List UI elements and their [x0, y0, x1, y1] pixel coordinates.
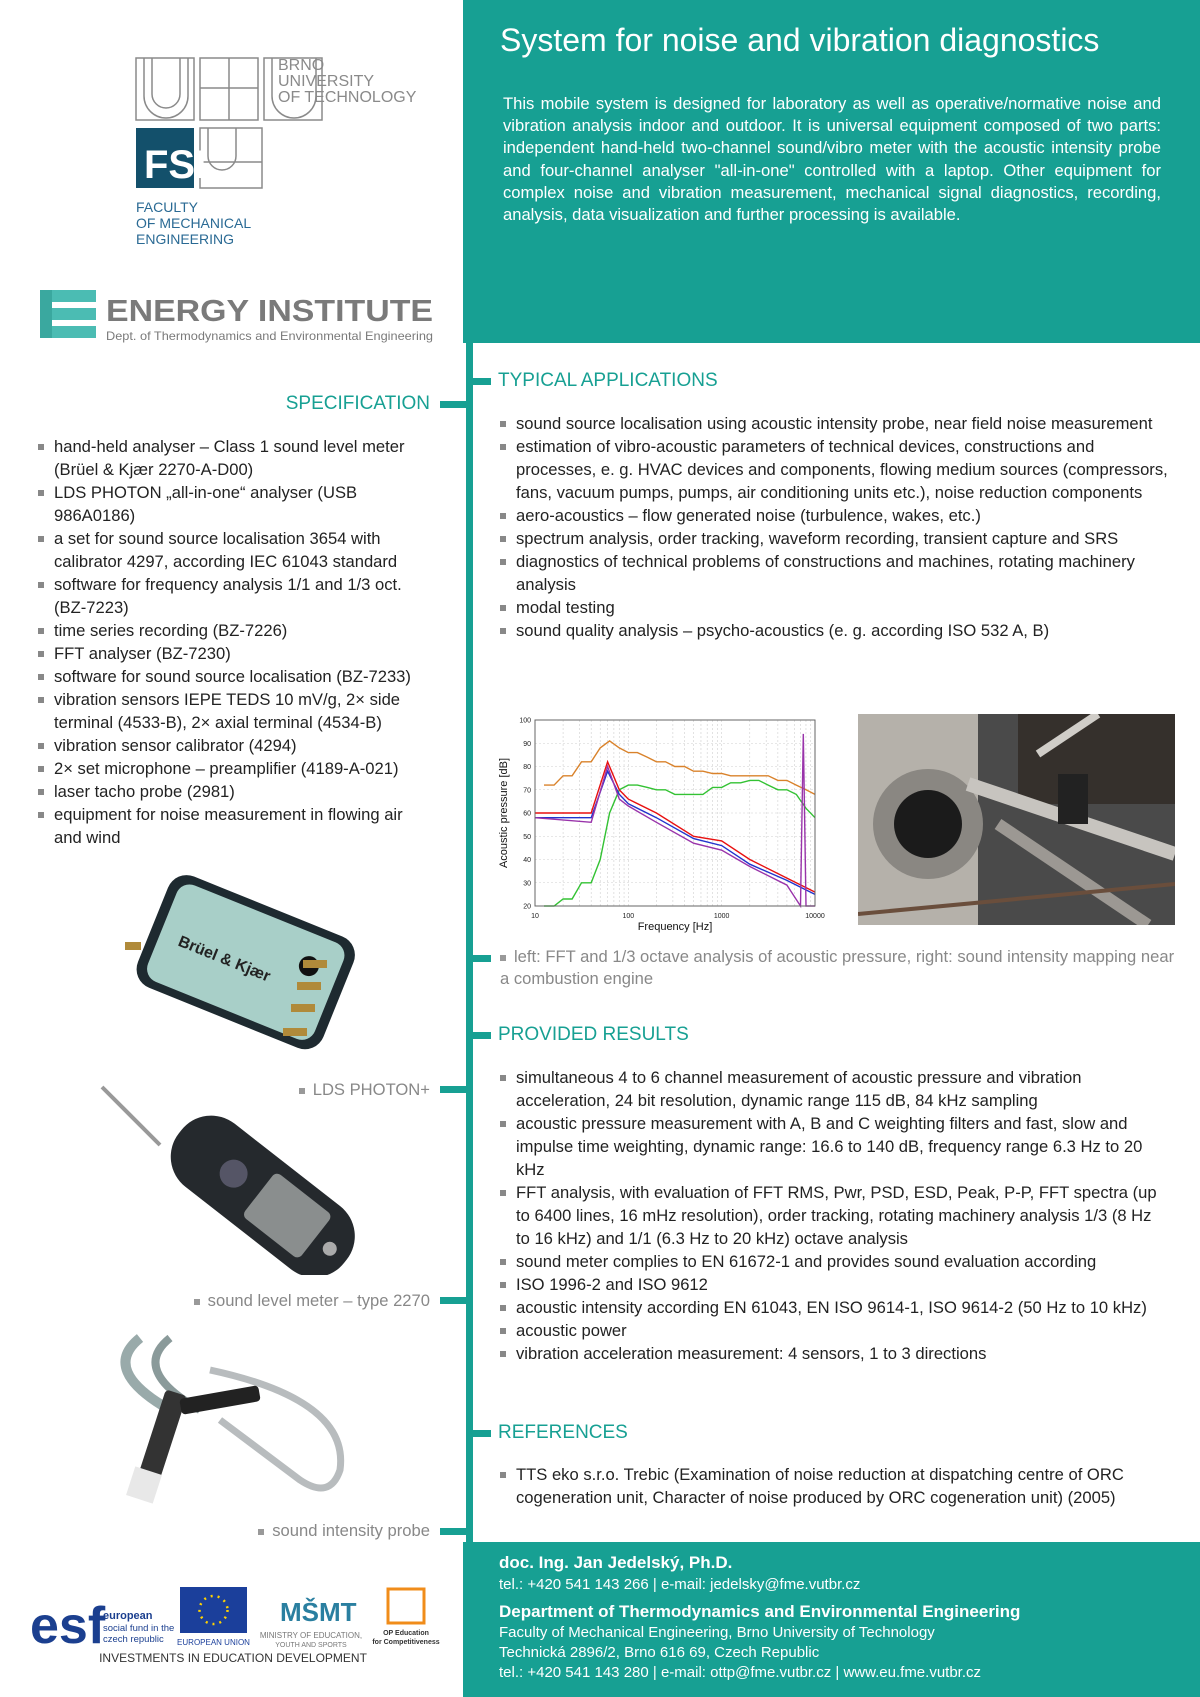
sponsor-logos — [30, 1583, 440, 1665]
intro-text: This mobile system is designed for laboratory as well as operative/normative noise and vibration analysis indoor and outdoor. It is universal equipment composed of two parts: independent hand-held two-channel sound/vibro meter with the acoustic intensity probe and four-channel analyser "all-in-one" controlled with a laptop. Other equipment for complex noise and vibration measurement, mechanical signal diagnostics, recording, analysis, data visualization and further processing is available. — [503, 94, 1161, 225]
chart-y-tick-label: 20 — [523, 903, 531, 911]
application-item: aero-acoustics – flow generated noise (turbulence, wakes, etc.) — [498, 504, 1168, 527]
fsi-letters: FSI — [144, 143, 207, 187]
institute-name: ENERGY INSTITUTE — [106, 293, 434, 328]
specification-item: vibration sensors IEPE TEDS 10 mV/g, 2× side terminal (4533-B), 2× axial terminal (4534-B) — [36, 688, 432, 734]
tick-specification — [440, 401, 466, 408]
applications-list — [498, 412, 1168, 642]
result-item: simultaneous 4 to 6 channel measurement of acoustic pressure and vibration acceleration, 24 bit resolution, dynamic range 115 dB, 84 kHz sampling — [498, 1066, 1168, 1112]
chart-y-tick-label: 60 — [523, 810, 531, 818]
address-line: Technická 2896/2, Brno 616 69, Czech Republic — [499, 1644, 820, 1661]
eu-flag-icon — [180, 1587, 247, 1633]
faculty-line: Faculty of Mechanical Engineering, Brno University of Technology — [499, 1624, 935, 1641]
faculty-name-3: ENGINEERING — [136, 231, 235, 247]
slm-caption: sound level meter – type 2270 — [194, 1291, 430, 1311]
engine-intensity-photo — [858, 714, 1175, 925]
application-item: modal testing — [498, 596, 1168, 619]
references-heading: REFERENCES — [498, 1422, 628, 1443]
result-item: vibration acceleration measurement: 4 sensors, 1 to 3 directions — [498, 1342, 1168, 1365]
university-name-1: BRNO — [278, 57, 325, 74]
tick-photon — [440, 1086, 466, 1093]
tick-references — [473, 1430, 491, 1437]
chart-series-line-4 — [535, 734, 815, 906]
university-name-2: UNIVERSITY — [278, 73, 375, 90]
application-item: sound quality analysis – psycho-acoustics (e. g. according ISO 532 A, B) — [498, 619, 1168, 642]
chart-series-line-2 — [535, 762, 815, 892]
specification-item: laser tacho probe (2981) — [36, 780, 432, 803]
contact-name: doc. Ing. Jan Jedelský, Ph.D. — [499, 1553, 733, 1572]
chart-y-tick-label: 100 — [519, 717, 531, 725]
specification-item: LDS PHOTON „all-in-one“ analyser (USB 986A0186) — [36, 481, 432, 527]
contact-line: tel.: +420 541 143 266 | e-mail: jedelsky@fme.vutbr.cz — [499, 1576, 861, 1593]
msmt-text-1: MINISTRY OF EDUCATION, — [259, 1631, 363, 1640]
sponsor-tagline: INVESTMENTS IN EDUCATION DEVELOPMENT — [99, 1651, 367, 1665]
figure-caption-text: left: FFT and 1/3 octave analysis of acoustic pressure, right: sound intensity mapping near a combustion engine — [500, 947, 1175, 988]
chart-x-tick-label: 10000 — [805, 913, 825, 920]
op-logo-icon — [388, 1589, 424, 1623]
esf-text-2: social fund in the — [103, 1623, 175, 1634]
eu-label: EUROPEAN UNION — [177, 1638, 250, 1647]
university-name-3: OF TECHNOLOGY — [278, 89, 417, 106]
chart-series-line-1 — [544, 780, 815, 906]
application-item: spectrum analysis, order tracking, waveform recording, transient capture and SRS — [498, 527, 1168, 550]
specification-item: software for sound source localisation (BZ-7233) — [36, 665, 432, 688]
msmt-logo-icon: MŠMT — [280, 1597, 357, 1627]
esf-text-1: european — [103, 1610, 153, 1622]
chart-y-tick-label: 50 — [523, 833, 531, 841]
specification-item: hand-held analyser – Class 1 sound level meter (Brüel & Kjær 2270-A-D00) — [36, 435, 432, 481]
specification-item: time series recording (BZ-7226) — [36, 619, 432, 642]
sound-level-meter-photo — [100, 1085, 370, 1275]
chart-x-tick-label: 10 — [531, 913, 539, 920]
dept-contact-line: tel.: +420 541 143 280 | e-mail: ottp@fme.vutbr.cz | www.eu.fme.vutbr.cz — [499, 1664, 982, 1681]
chart-y-tick-label: 40 — [523, 857, 531, 864]
chart-y-tick-label: 80 — [523, 764, 531, 771]
references-list — [498, 1463, 1168, 1509]
results-heading: PROVIDED RESULTS — [498, 1024, 689, 1045]
specification-item: 2× set microphone – preamplifier (4189-A-021) — [36, 757, 432, 780]
chart-y-tick-label: 90 — [523, 740, 531, 748]
timeline-line — [466, 343, 473, 1542]
chart-y-label: Acoustic pressure [dB] — [498, 757, 510, 869]
application-item: estimation of vibro-acoustic parameters of technical devices, constructions and processes, e. g. HVAC devices and components, flowing medium sources (compressors, fans, vacuum pumps, pumps, air conditioning units etc.), noise reduction components — [498, 435, 1168, 504]
op-text-1: OP Education — [383, 1630, 429, 1637]
chart-x-tick-label: 1000 — [713, 913, 730, 920]
faculty-name-1: FACULTY — [136, 199, 198, 215]
tick-figure-caption — [473, 955, 491, 962]
specification-item: software for frequency analysis 1/1 and 1/3 oct. (BZ-7223) — [36, 573, 432, 619]
esf-logo-icon: esf — [30, 1597, 106, 1655]
application-item: diagnostics of technical problems of constructions and machines, rotating machinery analysis — [498, 550, 1168, 596]
institute-dept: Dept. of Thermodynamics and Environmental Engineering — [106, 329, 433, 343]
spectrum-chart — [495, 714, 825, 936]
photon-caption: LDS PHOTON+ — [299, 1080, 430, 1100]
tick-slm — [440, 1297, 466, 1304]
probe-caption: sound intensity probe — [258, 1521, 430, 1541]
page-title: System for noise and vibration diagnostics — [500, 22, 1100, 58]
faculty-name-2: OF MECHANICAL — [136, 215, 252, 231]
tick-applications — [473, 378, 491, 385]
op-text-2: for Competitiveness — [372, 1639, 440, 1646]
reference-item: TTS eko s.r.o. Trebic (Examination of noise reduction at dispatching centre of ORC cogeneration unit, Character of noise produced by ORC cogeneration unit) (2005) — [498, 1463, 1168, 1509]
sound-intensity-probe-photo — [110, 1330, 360, 1510]
dept-name: Department of Thermodynamics and Environmental Engineering — [499, 1602, 1021, 1621]
specification-item: FFT analyser (BZ-7230) — [36, 642, 432, 665]
chart-x-label: Frequency [Hz] — [637, 921, 713, 933]
esf-text-3: czech republic — [103, 1634, 164, 1645]
chart-y-tick-label: 70 — [523, 787, 531, 795]
application-item: sound source localisation using acoustic intensity probe, near field noise measurement — [498, 412, 1168, 435]
result-item: FFT analysis, with evaluation of FFT RMS, Pwr, PSD, ESD, Peak, P-P, FFT spectra (up to 6400 lines, 16 mHz resolution), order tracking, rotating machinery analysis 1/3 (8 Hz to 16 kHz) and 1/1 (6.3 Hz to 20 kHz) octave analysis — [498, 1181, 1168, 1250]
result-item: acoustic pressure measurement with A, B and C weighting filters and fast, slow and impulse time weighting, dynamic range: 16.6 to 140 dB, frequency range 6.3 Hz to 20 kHz — [498, 1112, 1168, 1181]
energy-institute-logo — [38, 288, 438, 348]
photon-brand-label: Brüel & Kjær — [175, 933, 273, 986]
photon-device-photo — [125, 872, 365, 1057]
chart-x-tick-label: 100 — [622, 913, 635, 920]
result-item: acoustic intensity according EN 61043, EN ISO 9614-1, ISO 9614-2 (50 Hz to 10 kHz) — [498, 1296, 1168, 1319]
specification-heading: SPECIFICATION — [285, 393, 430, 414]
result-item: acoustic power — [498, 1319, 1168, 1342]
msmt-text-2: YOUTH AND SPORTS — [275, 1642, 347, 1649]
university-logo — [130, 52, 440, 252]
result-item: sound meter complies to EN 61672-1 and provides sound evaluation according — [498, 1250, 1168, 1273]
tick-results — [473, 1032, 491, 1039]
specification-list — [36, 435, 432, 849]
figure-caption — [500, 946, 1180, 990]
specification-item: vibration sensor calibrator (4294) — [36, 734, 432, 757]
result-item: ISO 1996-2 and ISO 9612 — [498, 1273, 1168, 1296]
tick-probe — [440, 1528, 466, 1535]
results-list — [498, 1066, 1168, 1365]
specification-item: equipment for noise measurement in flowing air and wind — [36, 803, 432, 849]
applications-heading: TYPICAL APPLICATIONS — [498, 370, 718, 391]
specification-item: a set for sound source localisation 3654 with calibrator 4297, according IEC 61043 standard — [36, 527, 432, 573]
chart-series-line-0 — [544, 741, 815, 795]
chart-y-tick-label: 30 — [523, 880, 531, 888]
